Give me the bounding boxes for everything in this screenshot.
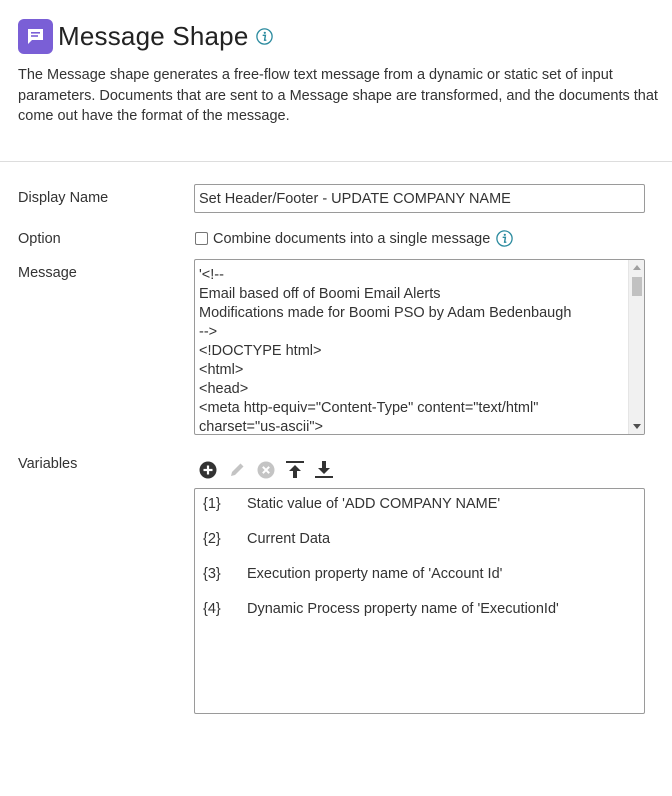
variable-text: Dynamic Process property name of 'ExecutionId' — [247, 601, 559, 617]
info-icon[interactable] — [256, 28, 273, 45]
variable-text: Static value of 'ADD COMPANY NAME' — [247, 496, 501, 512]
list-item[interactable] — [203, 601, 559, 617]
variable-index: {1} — [203, 496, 221, 512]
variable-text: Current Data — [247, 531, 331, 547]
message-label: Message — [18, 265, 77, 281]
list-item[interactable] — [203, 531, 330, 547]
message-text[interactable]: '<!-- Email based off of Boomi Email Alerts Modifications made for Boomi PSO by Adam Bedenbaugh --> <!DOCTYPE html> <html> <head> <meta http-equiv="Content-Type" content="text/html" charset="us-ascii"> — [199, 267, 572, 435]
list-item[interactable] — [203, 566, 502, 582]
move-top-icon[interactable] — [285, 459, 305, 481]
variables-toolbar — [198, 459, 343, 481]
shape-description: The Message shape generates a free-flow text message from a dynamic or static set of input parameters. Documents that are sent to a Message shape are transformed, and the documents that come out have the format of the message. — [18, 67, 658, 124]
display-name-label: Display Name — [18, 190, 109, 206]
add-icon[interactable] — [198, 459, 218, 481]
variable-index: {4} — [203, 601, 221, 617]
scroll-up-arrow-icon[interactable] — [633, 265, 641, 270]
message-bubble-icon — [18, 19, 53, 54]
move-bottom-icon[interactable] — [314, 459, 334, 481]
scroll-thumb[interactable] — [632, 277, 642, 296]
info-icon[interactable] — [496, 230, 513, 247]
variable-text: Execution property name of 'Account Id' — [247, 566, 503, 582]
variables-list[interactable] — [194, 488, 645, 714]
combine-documents-label[interactable]: Combine documents into a single message — [213, 230, 491, 247]
list-item[interactable] — [203, 496, 500, 512]
combine-documents-option — [194, 230, 513, 247]
divider — [0, 161, 672, 162]
variable-index: {3} — [203, 566, 221, 582]
header — [18, 19, 273, 54]
combine-documents-checkbox[interactable] — [195, 232, 208, 245]
variable-index: {2} — [203, 531, 221, 547]
page-title: Message Shape — [58, 21, 249, 51]
display-name-input[interactable] — [194, 184, 645, 213]
remove-icon[interactable] — [256, 459, 276, 481]
option-label: Option — [18, 231, 61, 247]
message-scrollbar[interactable] — [628, 260, 644, 434]
edit-icon[interactable] — [227, 459, 247, 481]
variables-label: Variables — [18, 456, 78, 472]
scroll-down-arrow-icon[interactable] — [633, 424, 641, 429]
message-textarea[interactable] — [194, 259, 645, 435]
